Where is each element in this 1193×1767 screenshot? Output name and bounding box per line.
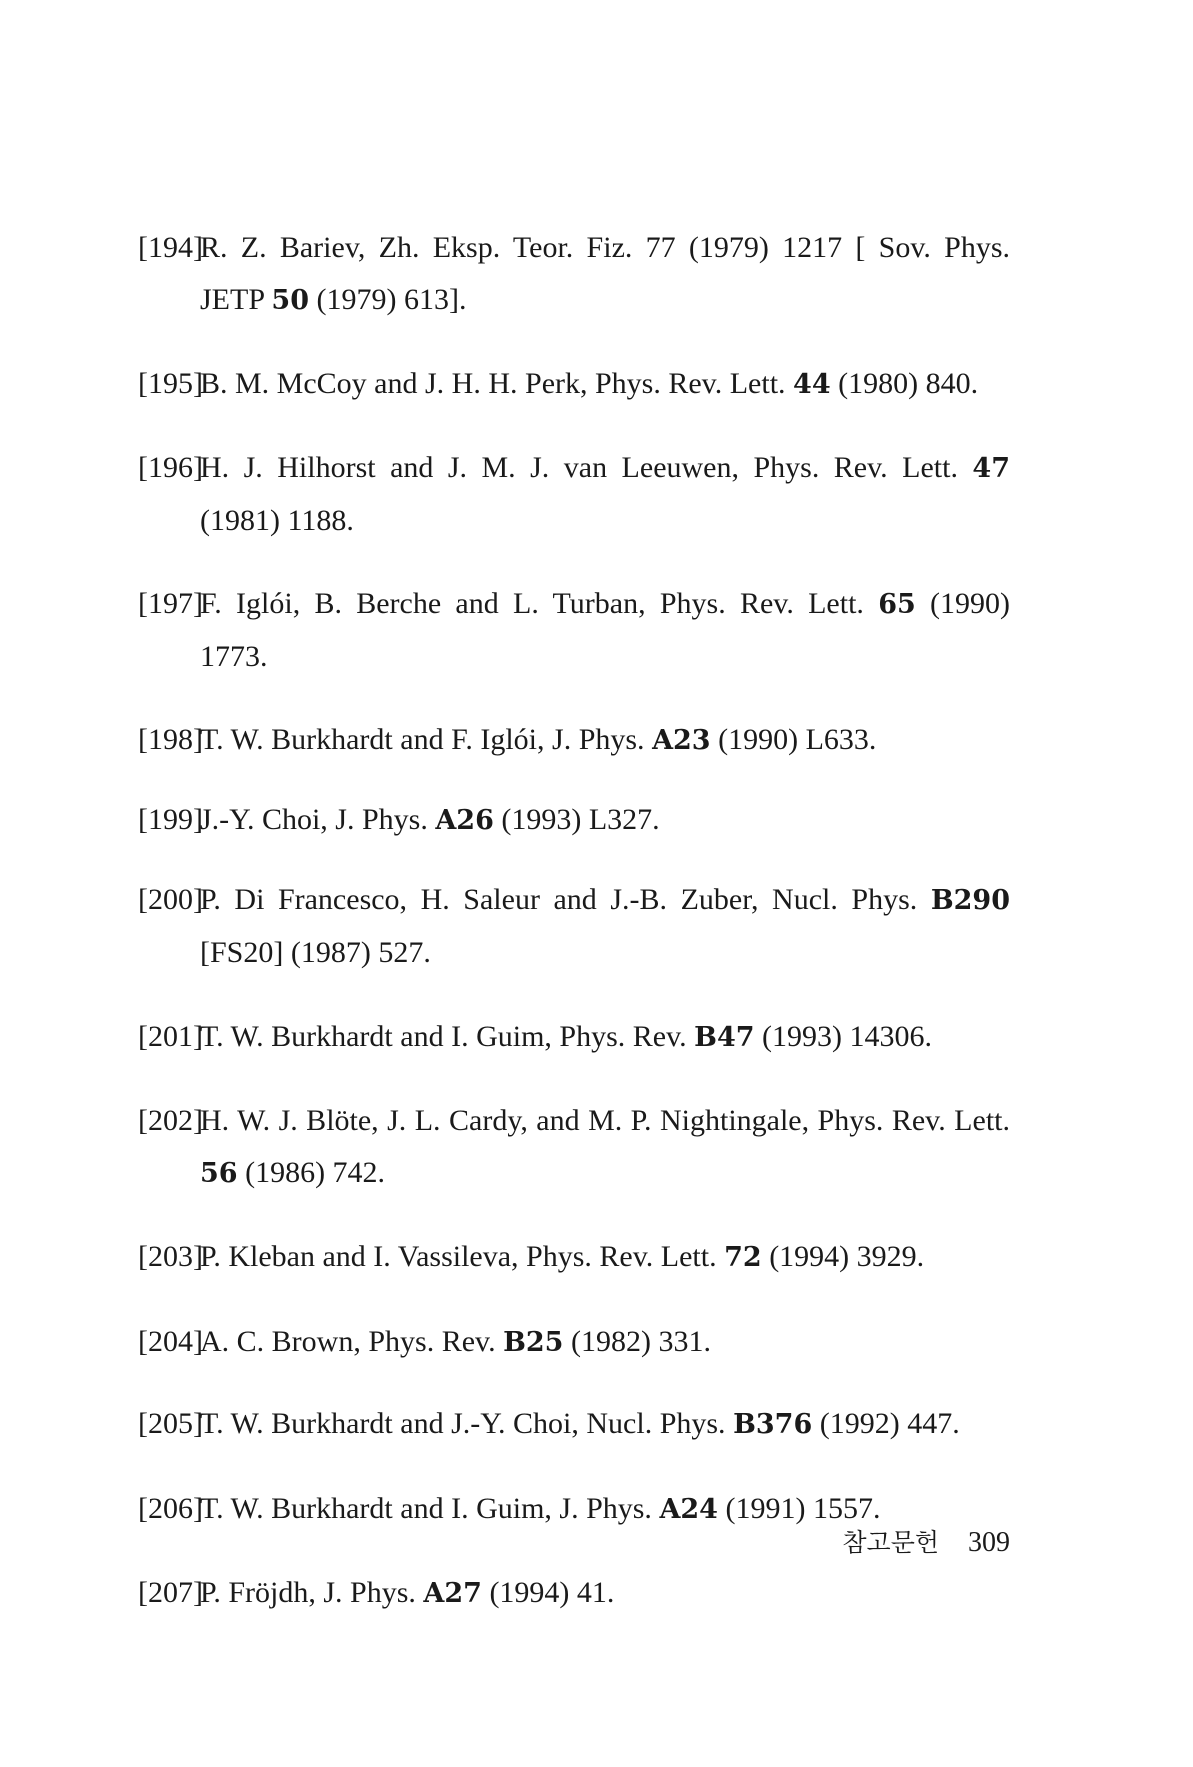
volume-number: B376 — [733, 1409, 813, 1440]
reference-citation — [200, 1567, 1010, 1620]
citation-text: (1979) 613]. — [308, 283, 467, 316]
reference-number: [205] — [138, 1407, 203, 1440]
reference-citation — [200, 794, 1010, 847]
reference-item — [138, 358, 1010, 411]
citation-text: T. W. Burkhardt and I. Guim, J. Phys. — [200, 1492, 660, 1525]
citation-text: P. Di Francesco, H. Saleur and J.-B. Zuber, Nucl. Phys. — [200, 883, 931, 916]
reference-item — [138, 1231, 1010, 1284]
reference-item — [138, 222, 1010, 327]
volume-number: A26 — [435, 805, 494, 836]
volume-number: 65 — [878, 589, 916, 620]
reference-citation — [200, 358, 1010, 411]
reference-number: [197] — [138, 587, 203, 620]
volume-number: B47 — [694, 1022, 755, 1053]
page-footer — [842, 1523, 1010, 1559]
citation-text: (1990) 1773. — [200, 587, 1011, 673]
reference-item — [138, 1011, 1010, 1064]
citation-text: T. W. Burkhardt and J.-Y. Choi, Nucl. Phys. — [200, 1407, 734, 1440]
reference-item — [138, 714, 1010, 767]
citation-text: J.-Y. Choi, J. Phys. — [200, 803, 436, 836]
citation-text: (1980) 840. — [830, 367, 979, 400]
reference-item — [138, 578, 1010, 683]
reference-item — [138, 874, 1010, 979]
citation-text: R. Z. Bariev, Zh. Eksp. Teor. Fiz. 77 (1979) 1217 [ Sov. Phys. JETP — [200, 231, 1010, 316]
citation-text: B. M. McCoy and J. H. H. Perk, Phys. Rev. Lett. — [200, 367, 794, 400]
reference-number: [195] — [138, 367, 203, 400]
citation-text: (1994) 41. — [481, 1576, 615, 1609]
citation-text: T. W. Burkhardt and I. Guim, Phys. Rev. — [200, 1020, 695, 1053]
reference-number: [207] — [138, 1576, 203, 1609]
citation-text: (1993) 14306. — [754, 1020, 933, 1053]
citation-text: (1986) 742. — [237, 1156, 386, 1189]
volume-number: 50 — [271, 285, 309, 316]
reference-number: [200] — [138, 883, 203, 916]
reference-item — [138, 442, 1010, 547]
citation-text: (1991) 1557. — [717, 1492, 881, 1525]
citation-text: (1992) 447. — [812, 1407, 960, 1440]
reference-number: [202] — [138, 1104, 203, 1137]
citation-text: (1993) L327. — [493, 803, 660, 836]
reference-citation — [200, 874, 1010, 979]
reference-item — [138, 794, 1010, 847]
citation-text: (1981) 1188. — [200, 504, 354, 537]
citation-text: P. Fröjdh, J. Phys. — [200, 1576, 424, 1609]
footer-section-label: 참고문헌 — [842, 1528, 939, 1557]
reference-item — [138, 1398, 1010, 1451]
reference-citation — [200, 1231, 1010, 1284]
page-number: 309 — [968, 1527, 1010, 1558]
reference-citation — [200, 1398, 1010, 1451]
reference-number: [199] — [138, 803, 203, 836]
reference-number: [203] — [138, 1240, 203, 1273]
citation-text: H. J. Hilhorst and J. M. J. van Leeuwen, Phys. Rev. Lett. — [200, 451, 973, 484]
citation-text: (1994) 3929. — [761, 1240, 925, 1273]
reference-citation — [200, 578, 1010, 683]
reference-citation — [200, 1316, 1010, 1369]
citation-text: (1982) 331. — [563, 1325, 711, 1358]
volume-number: 72 — [724, 1242, 762, 1273]
reference-number: [206] — [138, 1492, 203, 1525]
reference-item — [138, 1316, 1010, 1369]
volume-number: 44 — [793, 369, 831, 400]
volume-number: 47 — [972, 453, 1010, 484]
reference-item — [138, 1095, 1010, 1200]
volume-number: A27 — [423, 1578, 482, 1609]
volume-number: A24 — [659, 1494, 718, 1525]
volume-number: B25 — [503, 1327, 564, 1358]
reference-number: [194] — [138, 231, 203, 264]
volume-number: A23 — [652, 725, 711, 756]
citation-text: (1990) L633. — [710, 723, 877, 756]
reference-citation — [200, 442, 1010, 547]
reference-citation — [200, 1095, 1010, 1200]
citation-text: H. W. J. Blöte, J. L. Cardy, and M. P. Nightingale, Phys. Rev. Lett. — [200, 1104, 1010, 1137]
volume-number: B290 — [930, 885, 1010, 916]
reference-citation — [200, 714, 1010, 767]
reference-citation — [200, 1011, 1010, 1064]
citation-text: [FS20] (1987) 527. — [200, 936, 431, 969]
reference-number: [196] — [138, 451, 203, 484]
reference-number: [204] — [138, 1325, 203, 1358]
reference-item — [138, 1567, 1010, 1620]
reference-number: [201] — [138, 1020, 203, 1053]
citation-text: P. Kleban and I. Vassileva, Phys. Rev. Lett. — [200, 1240, 725, 1273]
reference-citation — [200, 222, 1010, 327]
citation-text: A. C. Brown, Phys. Rev. — [200, 1325, 504, 1358]
reference-number: [198] — [138, 723, 203, 756]
volume-number: 56 — [200, 1158, 238, 1189]
citation-text: T. W. Burkhardt and F. Iglói, J. Phys. — [200, 723, 653, 756]
reference-list — [138, 222, 1010, 1620]
citation-text: F. Iglói, B. Berche and L. Turban, Phys. Rev. Lett. — [200, 587, 879, 620]
